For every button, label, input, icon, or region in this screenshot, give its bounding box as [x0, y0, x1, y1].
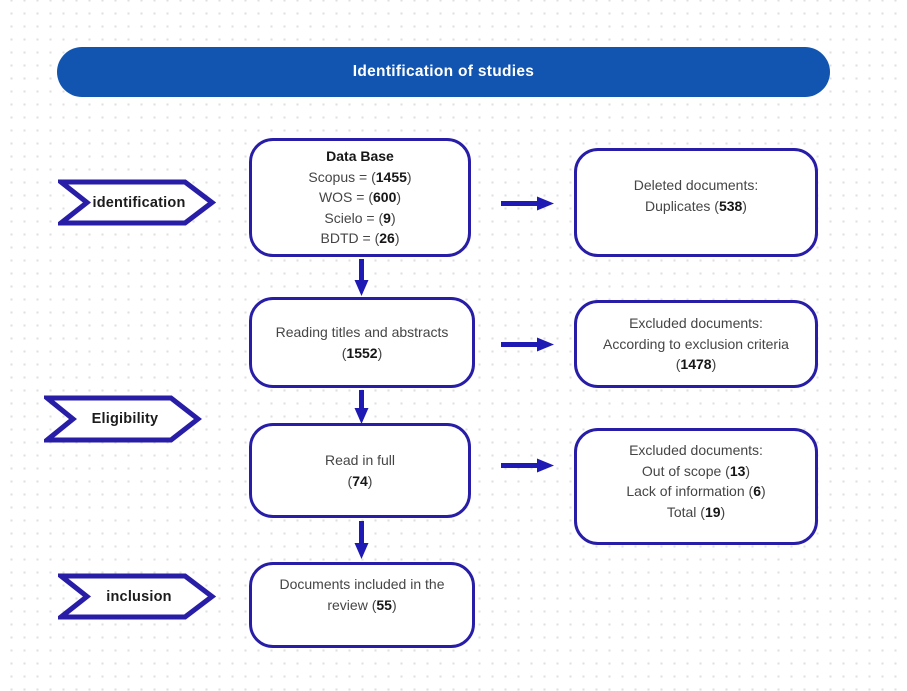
- box-line: [626, 481, 765, 502]
- bold-number: 13: [729, 462, 746, 479]
- text-segment: ): [742, 197, 747, 214]
- bold-number: 74: [352, 472, 368, 489]
- box-line: [667, 502, 725, 523]
- box-line: [321, 228, 400, 249]
- bold-number: 538: [718, 197, 743, 214]
- bold-number: 600: [373, 189, 397, 206]
- text-segment: (: [341, 344, 347, 361]
- text-segment: Scielo = (: [324, 209, 384, 226]
- box-line: [308, 167, 411, 188]
- stage-label: inclusion: [106, 588, 172, 605]
- text-segment: Duplicates (: [645, 197, 719, 214]
- bold-number: 6: [753, 483, 761, 499]
- page-title: Identification of studies: [352, 63, 535, 80]
- box-line: Read in full: [324, 452, 396, 468]
- text-segment: WOS = (: [318, 189, 374, 206]
- bold-number: 19: [704, 503, 721, 520]
- text-segment: ): [396, 189, 402, 206]
- text-segment: ): [390, 209, 396, 226]
- box-line: Excluded documents:: [629, 442, 763, 458]
- box-line: [262, 574, 462, 615]
- bold-number: 1478: [680, 356, 712, 373]
- down-arrow-icon: [354, 390, 369, 429]
- title-banner: [57, 47, 830, 97]
- right-arrow-icon: [500, 196, 554, 216]
- stage-chevron-inclusion: [58, 573, 216, 620]
- text-segment: Out of scope (: [641, 462, 730, 479]
- box-line: [348, 471, 373, 492]
- flow-box-deleted-documents: [574, 148, 818, 257]
- text-segment: Documents included in the review (: [279, 576, 445, 613]
- box-line: Excluded documents:: [629, 315, 763, 332]
- flow-box-included-documents: [249, 562, 475, 648]
- box-line: [342, 343, 383, 364]
- bold-number: 1552: [346, 344, 378, 361]
- text-segment: (: [675, 356, 681, 373]
- text-segment: ): [406, 168, 412, 185]
- text-segment: Scopus = (: [308, 168, 376, 185]
- down-arrow-icon: [354, 259, 369, 301]
- stage-label: Eligibility: [91, 411, 159, 427]
- text-segment: ): [391, 596, 397, 613]
- flow-box-database: [249, 138, 471, 257]
- flow-box-read-in-full: [249, 423, 471, 518]
- box-line: [324, 208, 395, 229]
- box-line: [676, 354, 717, 375]
- flow-box-excluded-criteria: [574, 300, 818, 388]
- text-segment: Total (: [666, 503, 705, 520]
- bold-number: 1455: [375, 168, 407, 185]
- down-arrow-icon: [354, 521, 369, 564]
- box-line: Reading titles and abstracts: [275, 324, 449, 340]
- box-line: [319, 187, 401, 208]
- text-segment: ): [711, 356, 717, 373]
- text-segment: BDTD = (: [320, 230, 380, 247]
- text-segment: ): [720, 503, 726, 520]
- text-segment: ): [377, 344, 383, 361]
- stage-chevron-identification: [58, 179, 216, 226]
- stage-chevron-eligibility: [44, 395, 202, 443]
- flow-box-reading-titles: [249, 297, 475, 388]
- box-line: [642, 461, 750, 482]
- box-title: Data Base: [326, 148, 394, 165]
- bold-number: 55: [376, 596, 392, 613]
- bold-number: 9: [383, 209, 391, 226]
- text-segment: ): [745, 462, 751, 479]
- box-line: [634, 196, 759, 217]
- text-segment: (: [347, 472, 353, 489]
- right-arrow-icon: [500, 458, 554, 478]
- text-segment: ): [367, 472, 373, 489]
- bold-number: 26: [379, 230, 395, 247]
- text-segment: ): [760, 483, 766, 499]
- stage-label: identification: [92, 194, 186, 211]
- box-line: Deleted documents:: [633, 177, 759, 193]
- right-arrow-icon: [500, 337, 554, 357]
- text-segment: ): [394, 230, 400, 247]
- text-segment: Lack of information (: [626, 483, 754, 499]
- box-line: According to exclusion criteria: [603, 335, 789, 352]
- flow-box-excluded-full-text: [574, 428, 818, 545]
